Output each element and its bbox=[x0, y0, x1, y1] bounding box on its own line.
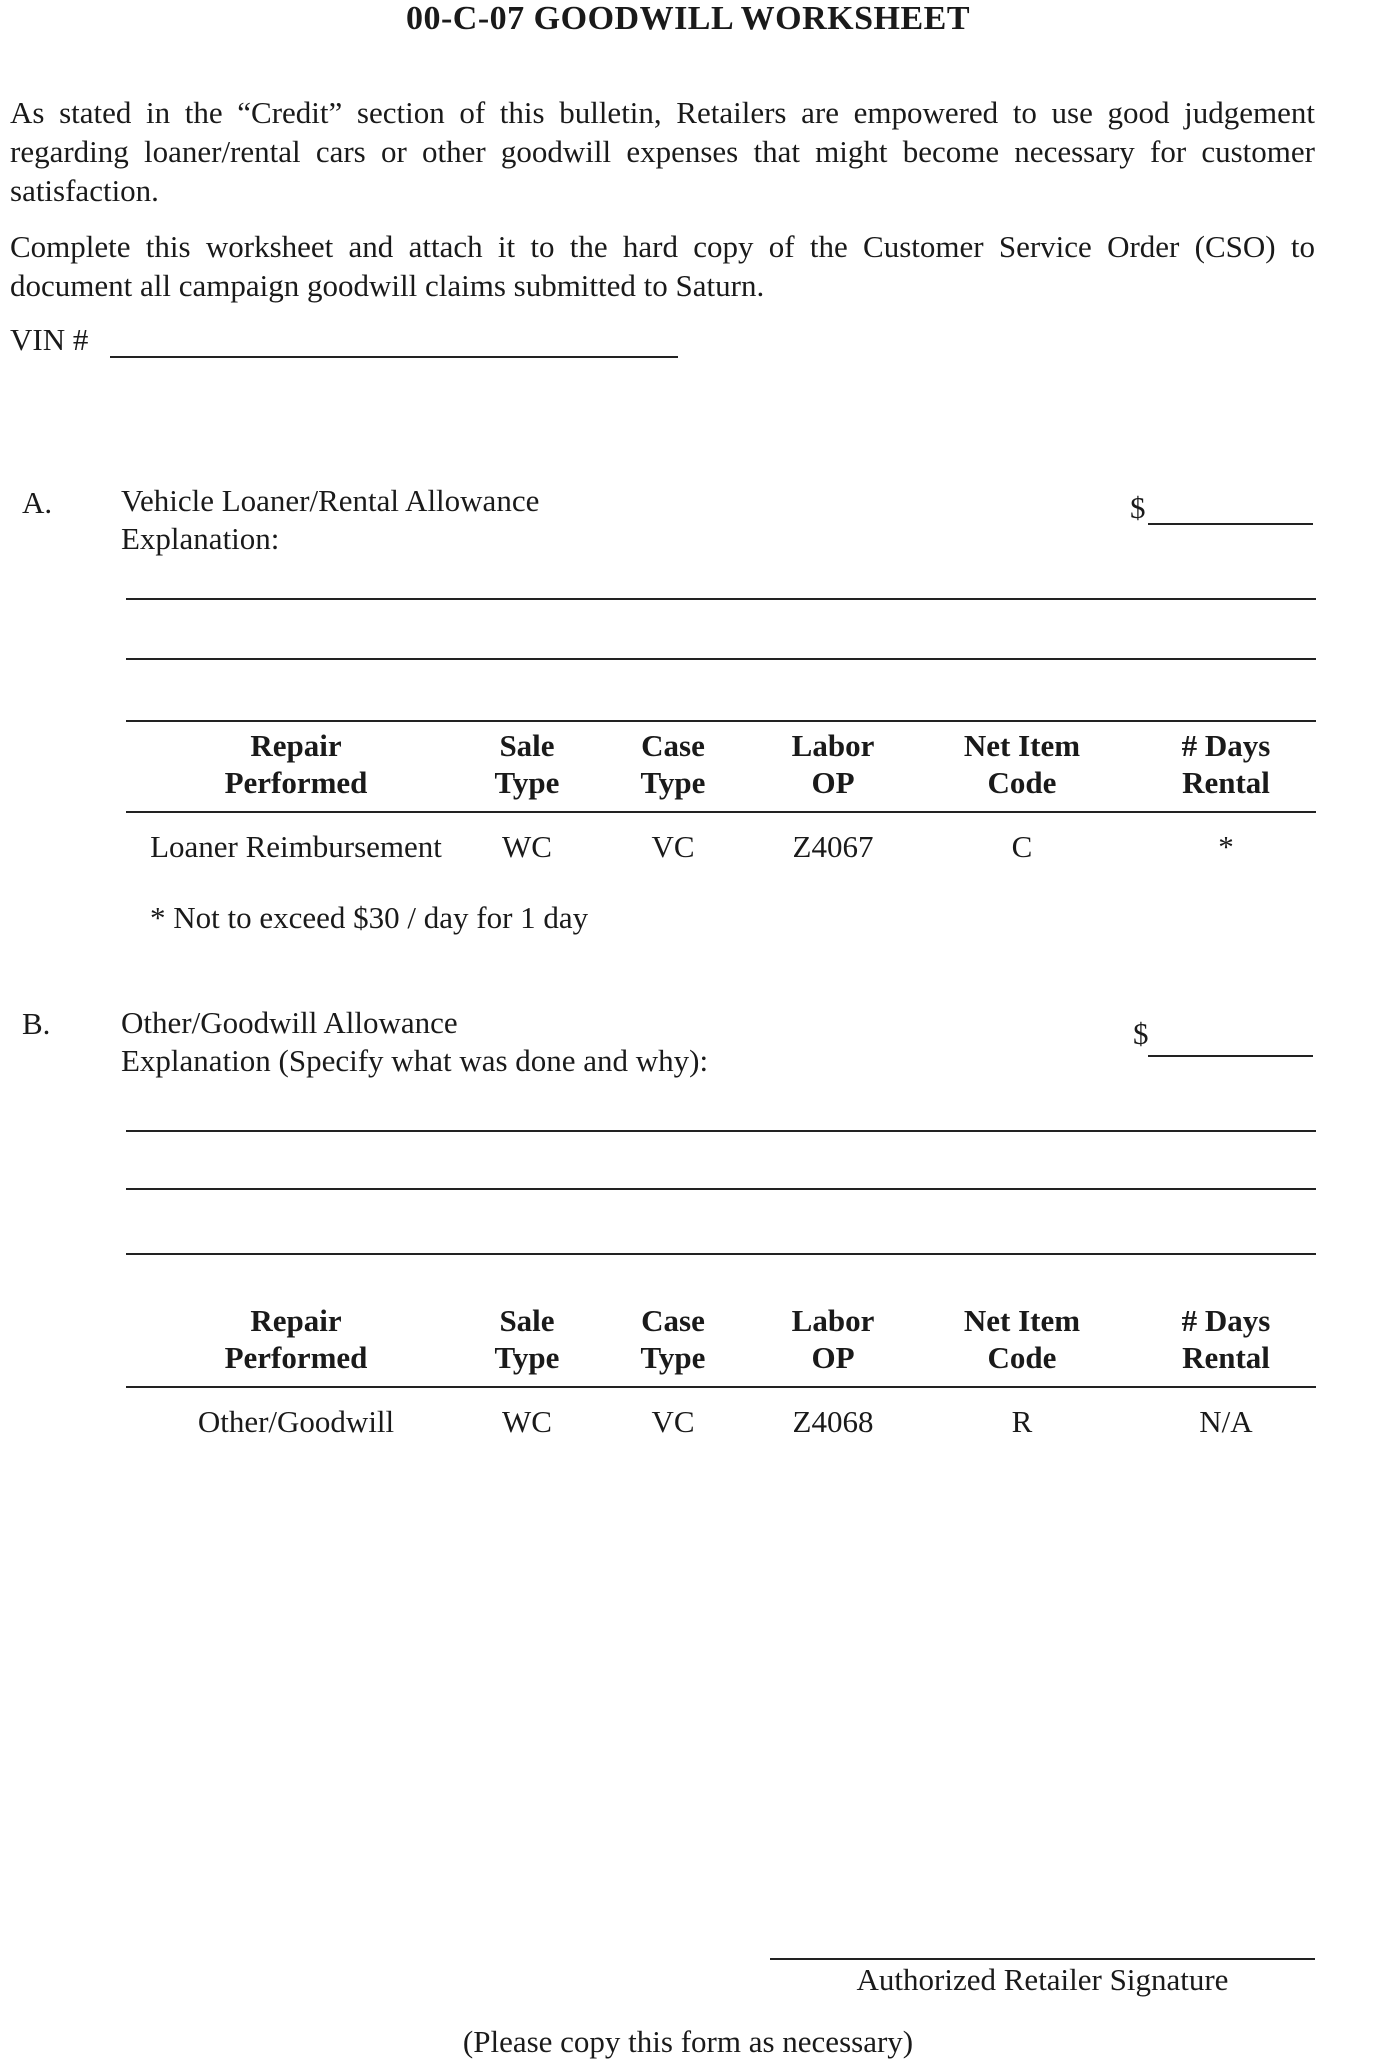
section-b-code-table bbox=[126, 1302, 1316, 1440]
section-a-dollar-sign: $ bbox=[1130, 490, 1146, 525]
footer-note: (Please copy this form as necessary) bbox=[462, 2024, 914, 2059]
col-case-line-2: Type bbox=[640, 765, 706, 800]
section-b-explanation-line-1[interactable] bbox=[126, 1130, 1316, 1132]
col-case-line-1: Case bbox=[641, 728, 705, 763]
col-net-item-code bbox=[908, 1302, 1136, 1387]
section-a-code-table bbox=[126, 727, 1316, 865]
section-b-heading: Other/Goodwill Allowance bbox=[121, 1005, 458, 1040]
intro-paragraph-2: Complete this worksheet and attach it to the hard copy of the Customer Service Order (CSO) to document all campaign goodwill claims submitted to Saturn. bbox=[10, 229, 1315, 303]
signature-line[interactable] bbox=[770, 1958, 1315, 1960]
signature-label: Authorized Retailer Signature bbox=[856, 1962, 1229, 1997]
col-case-line-2: Type bbox=[640, 1340, 706, 1375]
col-days-line-1: # Days bbox=[1181, 1303, 1271, 1338]
section-a-letter: A. bbox=[22, 485, 53, 520]
col-case-type bbox=[588, 727, 758, 812]
section-b-explanation-line-3[interactable] bbox=[126, 1253, 1316, 1255]
col-sale-type bbox=[466, 1302, 588, 1387]
col-net-item-code bbox=[908, 727, 1136, 812]
cell-days-rental: N/A bbox=[1199, 1404, 1253, 1439]
intro-paragraph-1: As stated in the “Credit” section of this bulletin, Retailers are empowered to use good judgement regarding loaner/rental cars or other goodwill expenses that might become necessary for customer satisfaction. bbox=[10, 95, 1315, 208]
section-b-letter: B. bbox=[22, 1006, 51, 1041]
col-repair-performed bbox=[126, 1302, 466, 1387]
cell-net-item-code: R bbox=[1011, 1404, 1033, 1439]
section-a-explanation-line-3[interactable] bbox=[126, 720, 1316, 722]
col-sale-line-1: Sale bbox=[499, 1303, 555, 1338]
table-header-row bbox=[126, 1302, 1316, 1387]
cell-sale-type: WC bbox=[502, 1404, 552, 1439]
col-sale-line-2: Type bbox=[494, 1340, 560, 1375]
page-title: 00-C-07 GOODWILL WORKSHEET bbox=[405, 0, 971, 37]
col-net-line-1: Net Item bbox=[963, 1303, 1081, 1338]
cell-net-item-code: C bbox=[1011, 829, 1033, 864]
col-repair-line-1: Repair bbox=[250, 728, 342, 763]
col-repair-line-2: Performed bbox=[224, 765, 368, 800]
col-sale-line-2: Type bbox=[494, 765, 560, 800]
section-a-heading: Vehicle Loaner/Rental Allowance bbox=[121, 483, 540, 518]
col-net-line-2: Code bbox=[987, 765, 1057, 800]
section-a-explanation-line-1[interactable] bbox=[126, 598, 1316, 600]
col-labor-line-1: Labor bbox=[791, 728, 875, 763]
table-row bbox=[126, 812, 1316, 865]
col-repair-line-2: Performed bbox=[224, 1340, 368, 1375]
table-row bbox=[126, 1387, 1316, 1440]
cell-case-type: VC bbox=[651, 829, 695, 864]
col-net-line-1: Net Item bbox=[963, 728, 1081, 763]
cell-repair: Loaner Reimbursement bbox=[150, 829, 442, 864]
section-a-explanation-line-2[interactable] bbox=[126, 658, 1316, 660]
cell-days-rental: * bbox=[1218, 829, 1234, 864]
col-days-line-1: # Days bbox=[1181, 728, 1271, 763]
col-labor-line-2: OP bbox=[811, 765, 855, 800]
section-b-dollar-sign: $ bbox=[1133, 1016, 1149, 1051]
cell-sale-type: WC bbox=[502, 829, 552, 864]
col-days-rental bbox=[1136, 727, 1316, 812]
section-a-amount-field[interactable] bbox=[1148, 523, 1313, 525]
section-b-amount-field[interactable] bbox=[1148, 1055, 1313, 1057]
col-case-type bbox=[588, 1302, 758, 1387]
section-a-footnote: * Not to exceed $30 / day for 1 day bbox=[150, 900, 589, 935]
cell-case-type: VC bbox=[651, 1404, 695, 1439]
col-labor-op bbox=[758, 727, 908, 812]
section-a-explanation-label: Explanation: bbox=[121, 521, 280, 556]
vin-field[interactable] bbox=[110, 356, 678, 358]
col-sale-line-1: Sale bbox=[499, 728, 555, 763]
cell-labor-op: Z4067 bbox=[792, 829, 874, 864]
cell-repair: Other/Goodwill bbox=[197, 1404, 395, 1439]
col-repair-line-1: Repair bbox=[250, 1303, 342, 1338]
vin-label: VIN # bbox=[10, 322, 89, 357]
col-days-rental bbox=[1136, 1302, 1316, 1387]
col-labor-op bbox=[758, 1302, 908, 1387]
col-sale-type bbox=[466, 727, 588, 812]
cell-labor-op: Z4068 bbox=[792, 1404, 874, 1439]
col-days-line-2: Rental bbox=[1182, 765, 1270, 800]
col-case-line-1: Case bbox=[641, 1303, 705, 1338]
col-net-line-2: Code bbox=[987, 1340, 1057, 1375]
col-days-line-2: Rental bbox=[1182, 1340, 1270, 1375]
table-header-row bbox=[126, 727, 1316, 812]
section-b-explanation-line-2[interactable] bbox=[126, 1188, 1316, 1190]
col-repair-performed bbox=[126, 727, 466, 812]
col-labor-line-1: Labor bbox=[791, 1303, 875, 1338]
section-b-explanation-label: Explanation (Specify what was done and why): bbox=[121, 1043, 709, 1078]
col-labor-line-2: OP bbox=[811, 1340, 855, 1375]
